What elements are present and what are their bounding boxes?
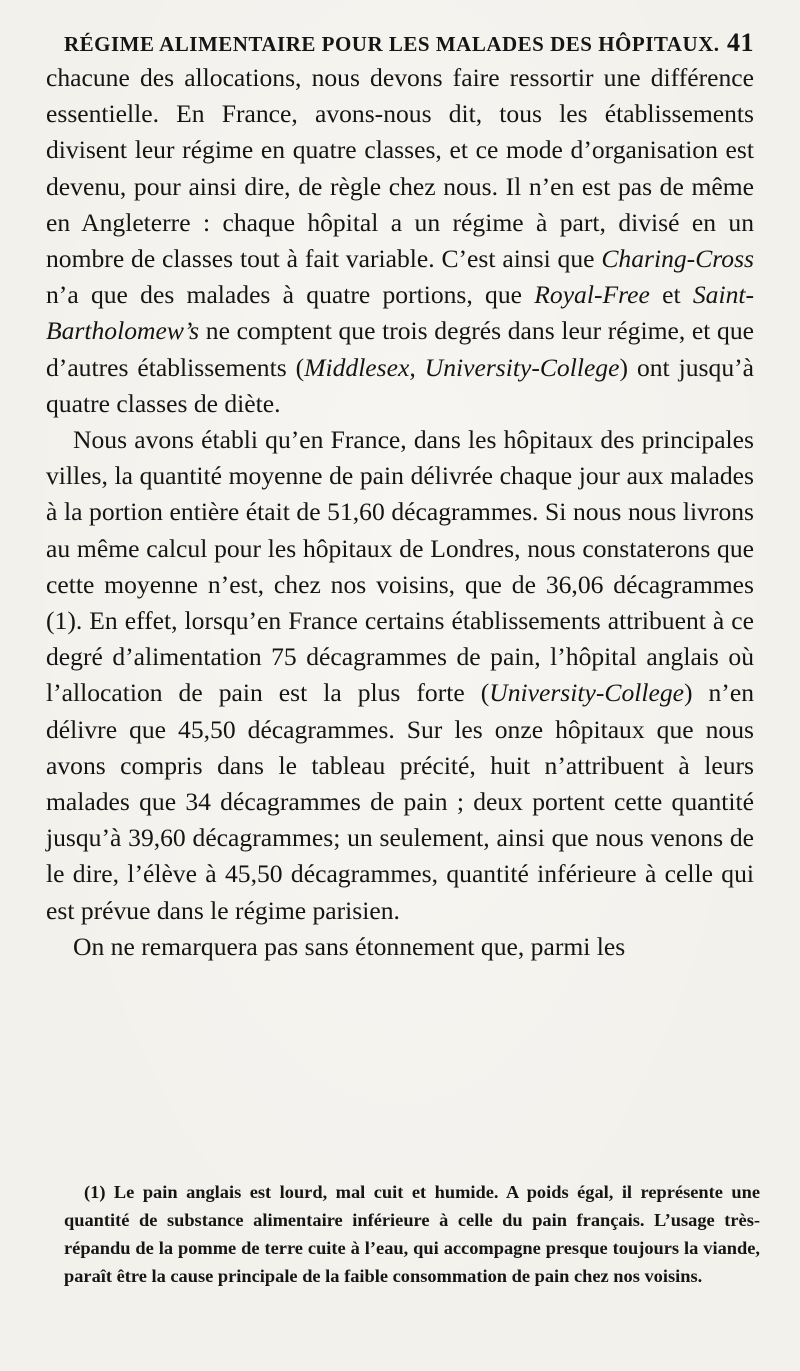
paragraph — [46, 422, 754, 929]
text-run: et — [649, 280, 693, 310]
body-text — [46, 60, 754, 965]
footnote-text: (1) Le pain anglais est lourd, mal cuit et humide. A poids égal, il représente une quantité de substance alimentaire inférieure à celle du pain français. L’usage très-répandu de la pomme de terre cuite à l’eau, qui accompagne presque toujours la viande, paraît être la cause principale de la faible consommation de pain chez nos voisins. — [64, 1182, 760, 1286]
text-run: On ne remarquera pas sans étonnement que, parmi les — [73, 931, 626, 961]
footnote — [64, 1178, 760, 1290]
page-number: 41 — [727, 28, 754, 57]
text-run: ne comptent que trois degrés dans leur régime, et que d’autres établissements ( — [46, 316, 754, 382]
italic-text: Charing-Cross — [601, 244, 754, 274]
paragraph — [46, 929, 754, 965]
running-head — [46, 28, 754, 58]
paragraph — [46, 60, 754, 422]
text-run: ) n’en délivre que 45,50 décagrammes. Sur les onze hôpitaux que nous avons compris dans le tableau précité, huit n’attribuent à leurs malades que 34 décagrammes de pain ; deux portent cette quantité jusqu’à 39,60 décagrammes; un seulement, ainsi que nous venons de le dire, l’élève à 45,50 décagrammes, quantité inférieure à celle qui est prévue dans le régime parisien. — [46, 678, 754, 925]
italic-text: University-College — [489, 678, 684, 708]
text-run: Nous avons établi qu’en France, dans les hôpitaux des principales villes, la quantité moyenne de pain délivrée chaque jour aux malades à la portion entière était de 51,60 décagrammes. Si nous nous livrons au même calcul pour les hôpitaux de Londres, nous constaterons que cette moyenne n’est, chez nos voisins, que de 36,06 décagrammes (1). En effet, lorsqu’en France certains établissements attribuent à ce degré d’alimentation 75 décagrammes de pain, l’hôpital anglais où l’allocation de pain est la plus forte ( — [46, 425, 754, 708]
text-run: chacune des allocations, nous devons faire ressortir une différence essentielle. En France, avons-nous dit, tous les établissements divisent leur régime en quatre classes, et ce mode d’organisation est devenu, pour ainsi dire, de règle chez nous. Il n’en est pas de même en Angleterre : chaque hôpital a un régime à part, divisé en un nombre de classes tout à fait variable. C’est ainsi que — [46, 63, 754, 274]
running-head-title: RÉGIME ALIMENTAIRE POUR LES MALADES DES HÔPITAUX. — [64, 32, 720, 56]
italic-text: Saint-Bartholomew’s — [46, 280, 754, 346]
italic-text: Royal-Free — [534, 280, 650, 310]
italic-text: Middlesex, University-College — [304, 352, 620, 382]
text-run: n’a que des malades à quatre portions, que — [46, 280, 535, 310]
text-run: ) ont jusqu’à quatre classes de diète. — [46, 352, 754, 418]
